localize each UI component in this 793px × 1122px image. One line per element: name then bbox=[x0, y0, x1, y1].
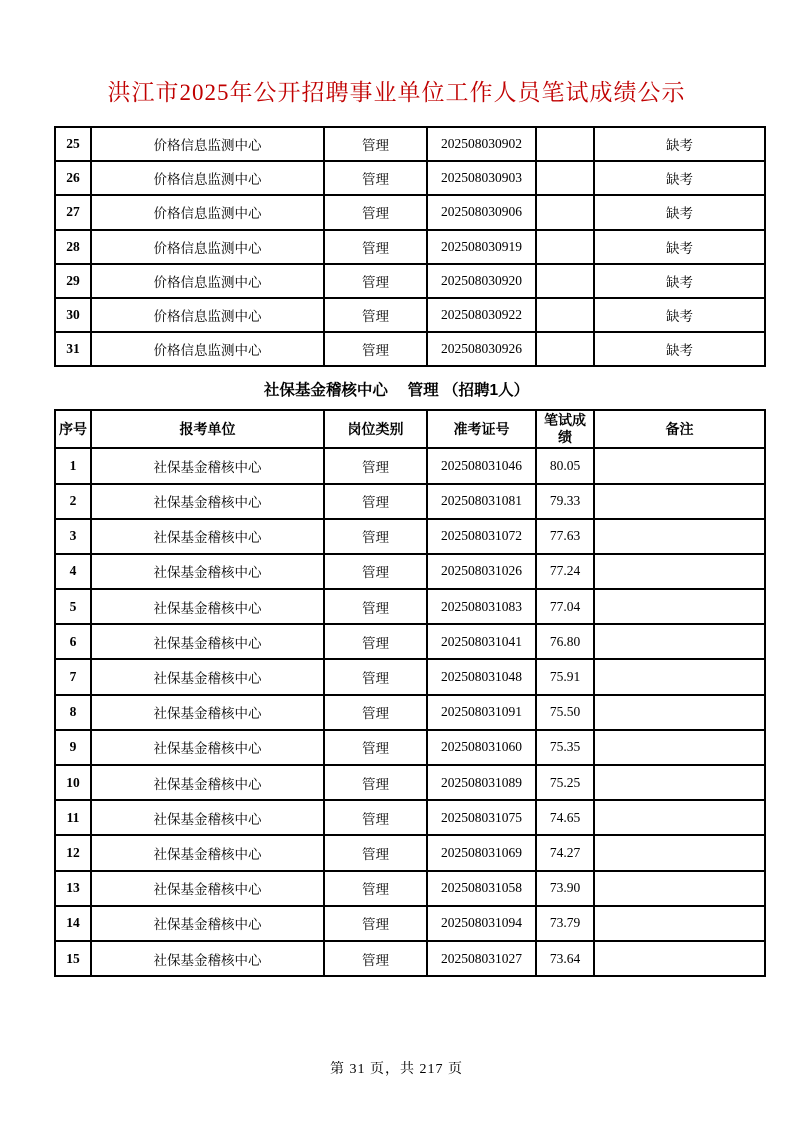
table-row bbox=[55, 765, 765, 800]
cell-unit: 社保基金稽核中心 bbox=[91, 589, 324, 624]
cell-category: 管理 bbox=[324, 730, 427, 765]
table-row bbox=[55, 659, 765, 694]
cell-ticket: 202508031060 bbox=[427, 730, 536, 765]
cell-category: 管理 bbox=[324, 298, 427, 332]
cell-serial: 31 bbox=[55, 332, 91, 366]
table-row bbox=[55, 230, 765, 264]
table-row bbox=[55, 695, 765, 730]
cell-serial: 12 bbox=[55, 835, 91, 870]
cell-category: 管理 bbox=[324, 332, 427, 366]
cell-category: 管理 bbox=[324, 448, 427, 483]
cell-note bbox=[594, 835, 765, 870]
cell-category: 管理 bbox=[324, 659, 427, 694]
cell-ticket: 202508030906 bbox=[427, 195, 536, 229]
cell-category: 管理 bbox=[324, 230, 427, 264]
cell-note bbox=[594, 765, 765, 800]
cell-score bbox=[536, 264, 594, 298]
cell-score: 73.64 bbox=[536, 941, 594, 976]
cell-ticket: 202508031027 bbox=[427, 941, 536, 976]
cell-ticket: 202508031026 bbox=[427, 554, 536, 589]
cell-note bbox=[594, 871, 765, 906]
cell-score: 74.27 bbox=[536, 835, 594, 870]
cell-note: 缺考 bbox=[594, 195, 765, 229]
cell-serial: 15 bbox=[55, 941, 91, 976]
cell-note: 缺考 bbox=[594, 127, 765, 161]
cell-unit: 价格信息监测中心 bbox=[91, 332, 324, 366]
cell-serial: 9 bbox=[55, 730, 91, 765]
cell-category: 管理 bbox=[324, 906, 427, 941]
cell-serial: 8 bbox=[55, 695, 91, 730]
table-row bbox=[55, 195, 765, 229]
cell-serial: 30 bbox=[55, 298, 91, 332]
cell-ticket: 202508030926 bbox=[427, 332, 536, 366]
cell-score: 80.05 bbox=[536, 448, 594, 483]
cell-category: 管理 bbox=[324, 941, 427, 976]
cell-score: 75.35 bbox=[536, 730, 594, 765]
table-row bbox=[55, 127, 765, 161]
cell-note bbox=[594, 484, 765, 519]
cell-score: 75.50 bbox=[536, 695, 594, 730]
cell-unit: 价格信息监测中心 bbox=[91, 195, 324, 229]
cell-score: 77.04 bbox=[536, 589, 594, 624]
cell-ticket: 202508031083 bbox=[427, 589, 536, 624]
cell-unit: 社保基金稽核中心 bbox=[91, 730, 324, 765]
cell-category: 管理 bbox=[324, 484, 427, 519]
cell-serial: 3 bbox=[55, 519, 91, 554]
cell-ticket: 202508031048 bbox=[427, 659, 536, 694]
cell-note bbox=[594, 554, 765, 589]
table-row bbox=[55, 800, 765, 835]
cell-category: 管理 bbox=[324, 624, 427, 659]
cell-serial: 28 bbox=[55, 230, 91, 264]
cell-ticket: 202508030920 bbox=[427, 264, 536, 298]
cell-unit: 社保基金稽核中心 bbox=[91, 871, 324, 906]
table-row bbox=[55, 484, 765, 519]
table-row bbox=[55, 161, 765, 195]
cell-note: 缺考 bbox=[594, 230, 765, 264]
cell-category: 管理 bbox=[324, 161, 427, 195]
cell-score bbox=[536, 127, 594, 161]
cell-ticket: 202508030902 bbox=[427, 127, 536, 161]
score-table-shebao bbox=[54, 409, 766, 977]
section-title: 社保基金稽核中心 管理 （招聘1人） bbox=[263, 382, 530, 400]
cell-ticket: 202508030919 bbox=[427, 230, 536, 264]
table-row bbox=[55, 298, 765, 332]
page-number-footer: 第 31 页，共 217 页 bbox=[330, 1062, 463, 1077]
score-table-continued bbox=[54, 126, 766, 367]
cell-ticket: 202508030922 bbox=[427, 298, 536, 332]
page-title: 洪江市2025年公开招聘事业单位工作人员笔试成绩公示 bbox=[107, 80, 686, 105]
table-row bbox=[55, 624, 765, 659]
cell-ticket: 202508031094 bbox=[427, 906, 536, 941]
cell-unit: 价格信息监测中心 bbox=[91, 298, 324, 332]
cell-ticket: 202508031046 bbox=[427, 448, 536, 483]
cell-serial: 14 bbox=[55, 906, 91, 941]
col-header-unit: 报考单位 bbox=[91, 410, 324, 448]
cell-note bbox=[594, 800, 765, 835]
cell-ticket: 202508031069 bbox=[427, 835, 536, 870]
cell-ticket: 202508031091 bbox=[427, 695, 536, 730]
table-row bbox=[55, 554, 765, 589]
cell-score: 75.91 bbox=[536, 659, 594, 694]
cell-note bbox=[594, 941, 765, 976]
cell-serial: 7 bbox=[55, 659, 91, 694]
cell-unit: 价格信息监测中心 bbox=[91, 230, 324, 264]
cell-score bbox=[536, 161, 594, 195]
cell-unit: 社保基金稽核中心 bbox=[91, 941, 324, 976]
cell-unit: 社保基金稽核中心 bbox=[91, 800, 324, 835]
cell-serial: 25 bbox=[55, 127, 91, 161]
cell-category: 管理 bbox=[324, 195, 427, 229]
table-row bbox=[55, 906, 765, 941]
cell-serial: 27 bbox=[55, 195, 91, 229]
table-row bbox=[55, 332, 765, 366]
cell-note bbox=[594, 906, 765, 941]
cell-score: 73.79 bbox=[536, 906, 594, 941]
cell-note bbox=[594, 519, 765, 554]
cell-note bbox=[594, 695, 765, 730]
cell-unit: 价格信息监测中心 bbox=[91, 161, 324, 195]
cell-ticket: 202508031041 bbox=[427, 624, 536, 659]
cell-category: 管理 bbox=[324, 519, 427, 554]
cell-note bbox=[594, 624, 765, 659]
cell-unit: 社保基金稽核中心 bbox=[91, 484, 324, 519]
cell-score: 74.65 bbox=[536, 800, 594, 835]
cell-serial: 1 bbox=[55, 448, 91, 483]
cell-unit: 社保基金稽核中心 bbox=[91, 659, 324, 694]
cell-category: 管理 bbox=[324, 554, 427, 589]
cell-note: 缺考 bbox=[594, 332, 765, 366]
cell-unit: 价格信息监测中心 bbox=[91, 127, 324, 161]
cell-note: 缺考 bbox=[594, 264, 765, 298]
cell-note bbox=[594, 659, 765, 694]
cell-score: 73.90 bbox=[536, 871, 594, 906]
cell-unit: 社保基金稽核中心 bbox=[91, 554, 324, 589]
cell-score bbox=[536, 230, 594, 264]
table2-body bbox=[55, 448, 765, 976]
cell-ticket: 202508031058 bbox=[427, 871, 536, 906]
col-header-category: 岗位类别 bbox=[324, 410, 427, 448]
cell-note: 缺考 bbox=[594, 298, 765, 332]
table-row bbox=[55, 519, 765, 554]
cell-serial: 10 bbox=[55, 765, 91, 800]
cell-serial: 6 bbox=[55, 624, 91, 659]
col-header-ticket: 准考证号 bbox=[427, 410, 536, 448]
cell-ticket: 202508031081 bbox=[427, 484, 536, 519]
cell-category: 管理 bbox=[324, 264, 427, 298]
cell-score: 76.80 bbox=[536, 624, 594, 659]
cell-category: 管理 bbox=[324, 800, 427, 835]
table-row bbox=[55, 448, 765, 483]
cell-unit: 价格信息监测中心 bbox=[91, 264, 324, 298]
table-row bbox=[55, 871, 765, 906]
cell-ticket: 202508031075 bbox=[427, 800, 536, 835]
cell-score: 79.33 bbox=[536, 484, 594, 519]
cell-category: 管理 bbox=[324, 835, 427, 870]
cell-serial: 2 bbox=[55, 484, 91, 519]
cell-score bbox=[536, 195, 594, 229]
cell-unit: 社保基金稽核中心 bbox=[91, 765, 324, 800]
cell-category: 管理 bbox=[324, 765, 427, 800]
cell-score: 75.25 bbox=[536, 765, 594, 800]
cell-score: 77.24 bbox=[536, 554, 594, 589]
cell-category: 管理 bbox=[324, 695, 427, 730]
cell-unit: 社保基金稽核中心 bbox=[91, 906, 324, 941]
table-row bbox=[55, 730, 765, 765]
cell-ticket: 202508031089 bbox=[427, 765, 536, 800]
col-header-note: 备注 bbox=[594, 410, 765, 448]
cell-serial: 11 bbox=[55, 800, 91, 835]
cell-category: 管理 bbox=[324, 589, 427, 624]
table-row bbox=[55, 589, 765, 624]
cell-ticket: 202508031072 bbox=[427, 519, 536, 554]
cell-score bbox=[536, 332, 594, 366]
cell-note bbox=[594, 589, 765, 624]
cell-note: 缺考 bbox=[594, 161, 765, 195]
col-header-score: 笔试成绩 bbox=[536, 410, 594, 448]
cell-unit: 社保基金稽核中心 bbox=[91, 624, 324, 659]
cell-category: 管理 bbox=[324, 127, 427, 161]
cell-category: 管理 bbox=[324, 871, 427, 906]
cell-serial: 26 bbox=[55, 161, 91, 195]
table1-body bbox=[55, 127, 765, 366]
cell-unit: 社保基金稽核中心 bbox=[91, 519, 324, 554]
header-row bbox=[55, 410, 765, 448]
table-row bbox=[55, 941, 765, 976]
table-row bbox=[55, 835, 765, 870]
cell-note bbox=[594, 448, 765, 483]
cell-unit: 社保基金稽核中心 bbox=[91, 835, 324, 870]
table-row bbox=[55, 264, 765, 298]
cell-score: 77.63 bbox=[536, 519, 594, 554]
cell-unit: 社保基金稽核中心 bbox=[91, 448, 324, 483]
cell-score bbox=[536, 298, 594, 332]
cell-ticket: 202508030903 bbox=[427, 161, 536, 195]
table2-header bbox=[55, 410, 765, 448]
cell-unit: 社保基金稽核中心 bbox=[91, 695, 324, 730]
cell-serial: 13 bbox=[55, 871, 91, 906]
cell-note bbox=[594, 730, 765, 765]
cell-serial: 4 bbox=[55, 554, 91, 589]
cell-serial: 5 bbox=[55, 589, 91, 624]
col-header-serial: 序号 bbox=[55, 410, 91, 448]
cell-serial: 29 bbox=[55, 264, 91, 298]
